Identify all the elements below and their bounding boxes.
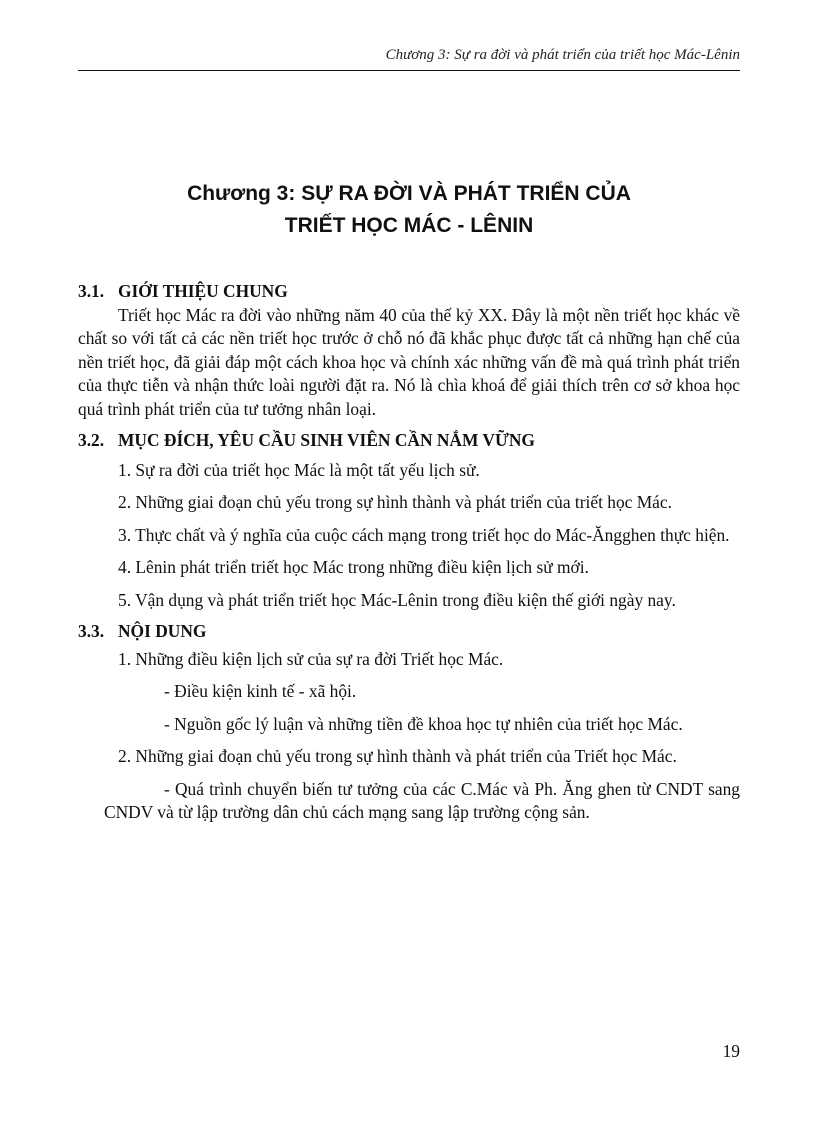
list-item: 2. Những giai đoạn chủ yếu trong sự hình thành và phát triển của Triết học Mác. bbox=[118, 746, 677, 767]
list-item: 3. Thực chất và ý nghĩa của cuộc cách mạng trong triết học do Mác-Ăngghen thực hiện. bbox=[118, 524, 730, 545]
sub-item: - Nguồn gốc lý luận và những tiền đề khoa học tự nhiên của triết học Mác. bbox=[164, 713, 683, 734]
chapter-title-line-1: Chương 3: SỰ RA ĐỜI VÀ PHÁT TRIỂN CỦA bbox=[187, 182, 631, 205]
list-item: 4. Lênin phát triển triết học Mác trong những điều kiện lịch sử mới. bbox=[118, 557, 589, 578]
section-number: 3.2. bbox=[78, 430, 105, 451]
chapter-title-line-2: TRIẾT HỌC MÁC - LÊNIN bbox=[284, 214, 534, 237]
page-number: 19 bbox=[722, 1041, 740, 1061]
list-item: 5. Vận dụng và phát triển triết học Mác-Lênin trong điều kiện thế giới ngày nay. bbox=[118, 589, 676, 610]
running-header: Chương 3: Sự ra đời và phát triển của triết học Mác-Lênin bbox=[385, 47, 740, 63]
intro-paragraph: Triết học Mác ra đời vào những năm 40 của thế kỷ XX. Đây là một nền triết học khác về chất so với tất cả các nền triết học trước ở chỗ nó đã khắc phục được tất cả những hạn chế của nền triết học, đã giải đáp một cách khoa học và chính xác những vấn đề mà quá trình phát triển của thực tiễn và nhận thức loài người đặt ra. Nó là chìa khoá để giải thích trên cơ sở khoa học quá trình phát triển của tư tưởng nhân loại. bbox=[78, 305, 740, 419]
section-number: 3.1. bbox=[78, 281, 105, 301]
section-number: 3.3. bbox=[78, 621, 105, 642]
header-rule bbox=[78, 70, 740, 71]
list-item: 2. Những giai đoạn chủ yếu trong sự hình thành và phát triển của triết học Mác. bbox=[118, 492, 672, 513]
section-heading bbox=[78, 427, 740, 453]
section-title: MỤC ĐÍCH, YÊU CẦU SINH VIÊN CẦN NẮM VỮNG bbox=[118, 430, 535, 451]
section-3-2 bbox=[78, 427, 740, 612]
section-3-1 bbox=[78, 278, 740, 421]
chapter-title bbox=[78, 178, 740, 242]
page-content bbox=[78, 278, 740, 827]
section-3-3 bbox=[78, 618, 740, 824]
section-heading bbox=[78, 618, 740, 644]
sub-item: - Quá trình chuyển biến tư tưởng của các C.Mác và Ph. Ăng ghen từ CNDT sang CNDV và từ lập trường dân chủ cách mạng sang lập trường cộng sản. bbox=[104, 778, 740, 823]
section-title: GIỚI THIỆU CHUNG bbox=[118, 281, 288, 301]
sub-item: - Điều kiện kinh tế - xã hội. bbox=[164, 681, 357, 702]
list-item: 1. Sự ra đời của triết học Mác là một tất yếu lịch sử. bbox=[118, 460, 480, 481]
section-heading bbox=[78, 278, 740, 304]
list-item: 1. Những điều kiện lịch sử của sự ra đời Triết học Mác. bbox=[118, 649, 504, 670]
section-title: NỘI DUNG bbox=[118, 621, 207, 642]
